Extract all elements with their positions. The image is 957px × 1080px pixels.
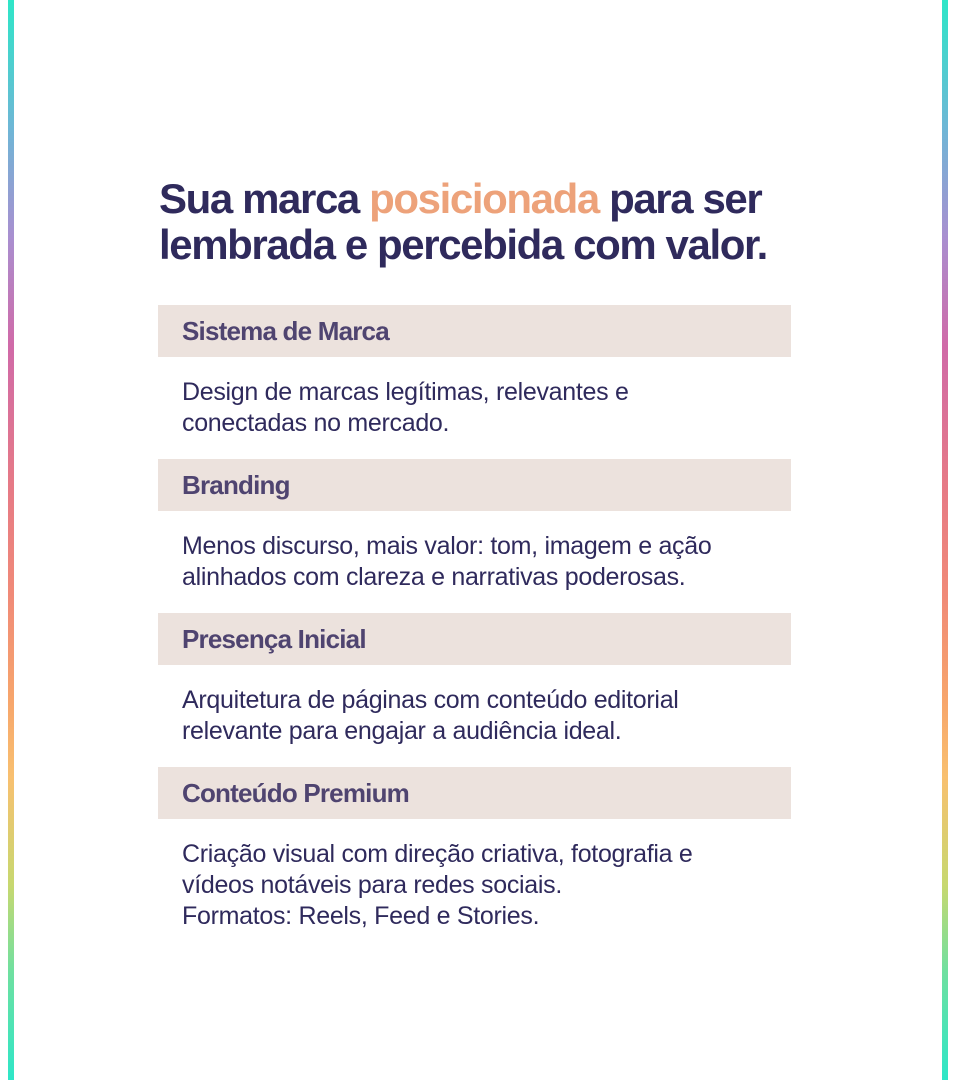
- headline-part-2: para ser lembrada e percebida com valor.: [159, 175, 767, 268]
- service-title: Conteúdo Premium: [158, 767, 791, 819]
- right-gradient-border: [942, 0, 948, 1080]
- service-description: [158, 357, 791, 459]
- service-description: [158, 819, 791, 950]
- description-line: vídeos notáveis para redes sociais.: [182, 871, 562, 899]
- headline: [159, 176, 839, 268]
- description-line: conectadas no mercado.: [182, 409, 450, 437]
- description-line: Criação visual com direção criativa, fotografia e: [182, 840, 693, 868]
- service-branding: [158, 459, 791, 613]
- service-conteudo-premium: [158, 767, 791, 950]
- left-gradient-border: [8, 0, 14, 1080]
- service-description: [158, 665, 791, 767]
- service-title: Branding: [158, 459, 791, 511]
- description-line: Menos discurso, mais valor: tom, imagem e ação: [182, 532, 712, 560]
- description-line: relevante para engajar a audiência ideal.: [182, 717, 622, 745]
- service-title: Sistema de Marca: [158, 305, 791, 357]
- service-list: [158, 305, 791, 950]
- headline-accent-word: posicionada: [369, 175, 599, 222]
- description-line: Arquitetura de páginas com conteúdo editorial: [182, 686, 679, 714]
- service-sistema-de-marca: [158, 305, 791, 459]
- description-line: Formatos: Reels, Feed e Stories.: [182, 902, 540, 930]
- service-description: [158, 511, 791, 613]
- headline-part-1: Sua marca: [159, 175, 370, 222]
- service-title: Presença Inicial: [158, 613, 791, 665]
- description-line: alinhados com clareza e narrativas poderosas.: [182, 563, 686, 591]
- description-line: Design de marcas legítimas, relevantes e: [182, 378, 629, 406]
- service-presenca-inicial: [158, 613, 791, 767]
